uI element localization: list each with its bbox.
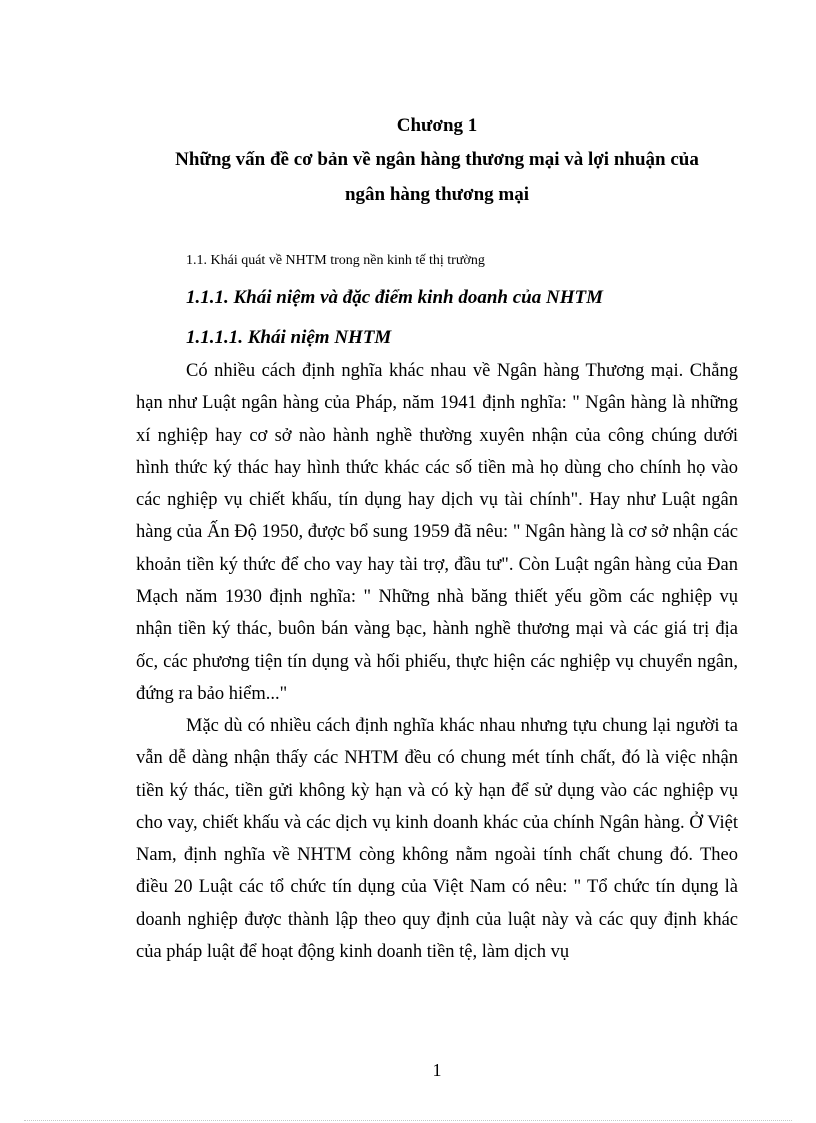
subsubsection-heading: 1.1.1.1. Khái niệm NHTM: [186, 327, 392, 348]
chapter-title-line-2: ngân hàng thương mại: [344, 184, 529, 205]
body-paragraph: Mặc dù có nhiều cách định nghĩa khác nhau nhưng tựu chung lại người ta vẫn dễ dàng nhận thấy các NHTM đều có chung mét tính chất, đó là việc nhận tiền ký thác, tiền gửi không kỳ hạn và có kỳ hạn để sử dụng vào các nghiệp vụ cho vay, chiết khấu và các dịch vụ kinh doanh khác của chính Ngân hàng. Ở Việt Nam, định nghĩa về NHTM còng không nằm ngoài tính chất chung đó. Theo điều 20 Luật các tổ chức tín dụng của Việt Nam có nêu: " Tổ chức tín dụng là doanh nghiệp được thành lập theo quy định của luật này và các quy định khác của pháp luật để hoạt động kinh doanh tiền tệ, làm dịch vụ: [136, 716, 738, 963]
chapter-heading: Chương 1: [396, 115, 478, 136]
body-paragraph: Có nhiều cách định nghĩa khác nhau về Ngân hàng Thương mại. Chẳng hạn như Luật ngân hàng của Pháp, năm 1941 định nghĩa: " Ngân hàng là những xí nghiệp hay cơ sở nào hành nghề thường xuyên nhận của công chúng dưới hình thức ký thác hay hình thức khác các số tiền mà họ dùng cho chính họ vào các nghiệp vụ chiết khấu, tín dụng hay dịch vụ tài chính". Hay như Luật ngân hàng của Ấn Độ 1950, được bổ sung 1959 đã nêu: " Ngân hàng là cơ sở nhận các khoản tiền ký thức để cho vay hay tài trợ, đầu tư". Còn Luật ngân hàng của Đan Mạch năm 1930 định nghĩa: " Những nhà băng thiết yếu gồm các nghiệp vụ nhận tiền ký thác, buôn bán vàng bạc, hành nghề thương mại và các giá trị địa ốc, các phương tiện tín dụng và hối phiếu, thực hiện các nghiệp vụ chuyển ngân, đứng ra bảo hiểm...": [136, 361, 738, 704]
subsection-heading: 1.1.1. Khái niệm và đặc điểm kinh doanh của NHTM: [186, 287, 603, 308]
page-number: 1: [432, 1060, 442, 1080]
page-bottom-divider: [24, 1120, 792, 1121]
chapter-title-line-1: Những vấn đề cơ bản về ngân hàng thương mại và lợi nhuận của: [175, 149, 699, 170]
section-heading: 1.1. Khái quát về NHTM trong nền kinh tế thị trường: [186, 253, 485, 268]
